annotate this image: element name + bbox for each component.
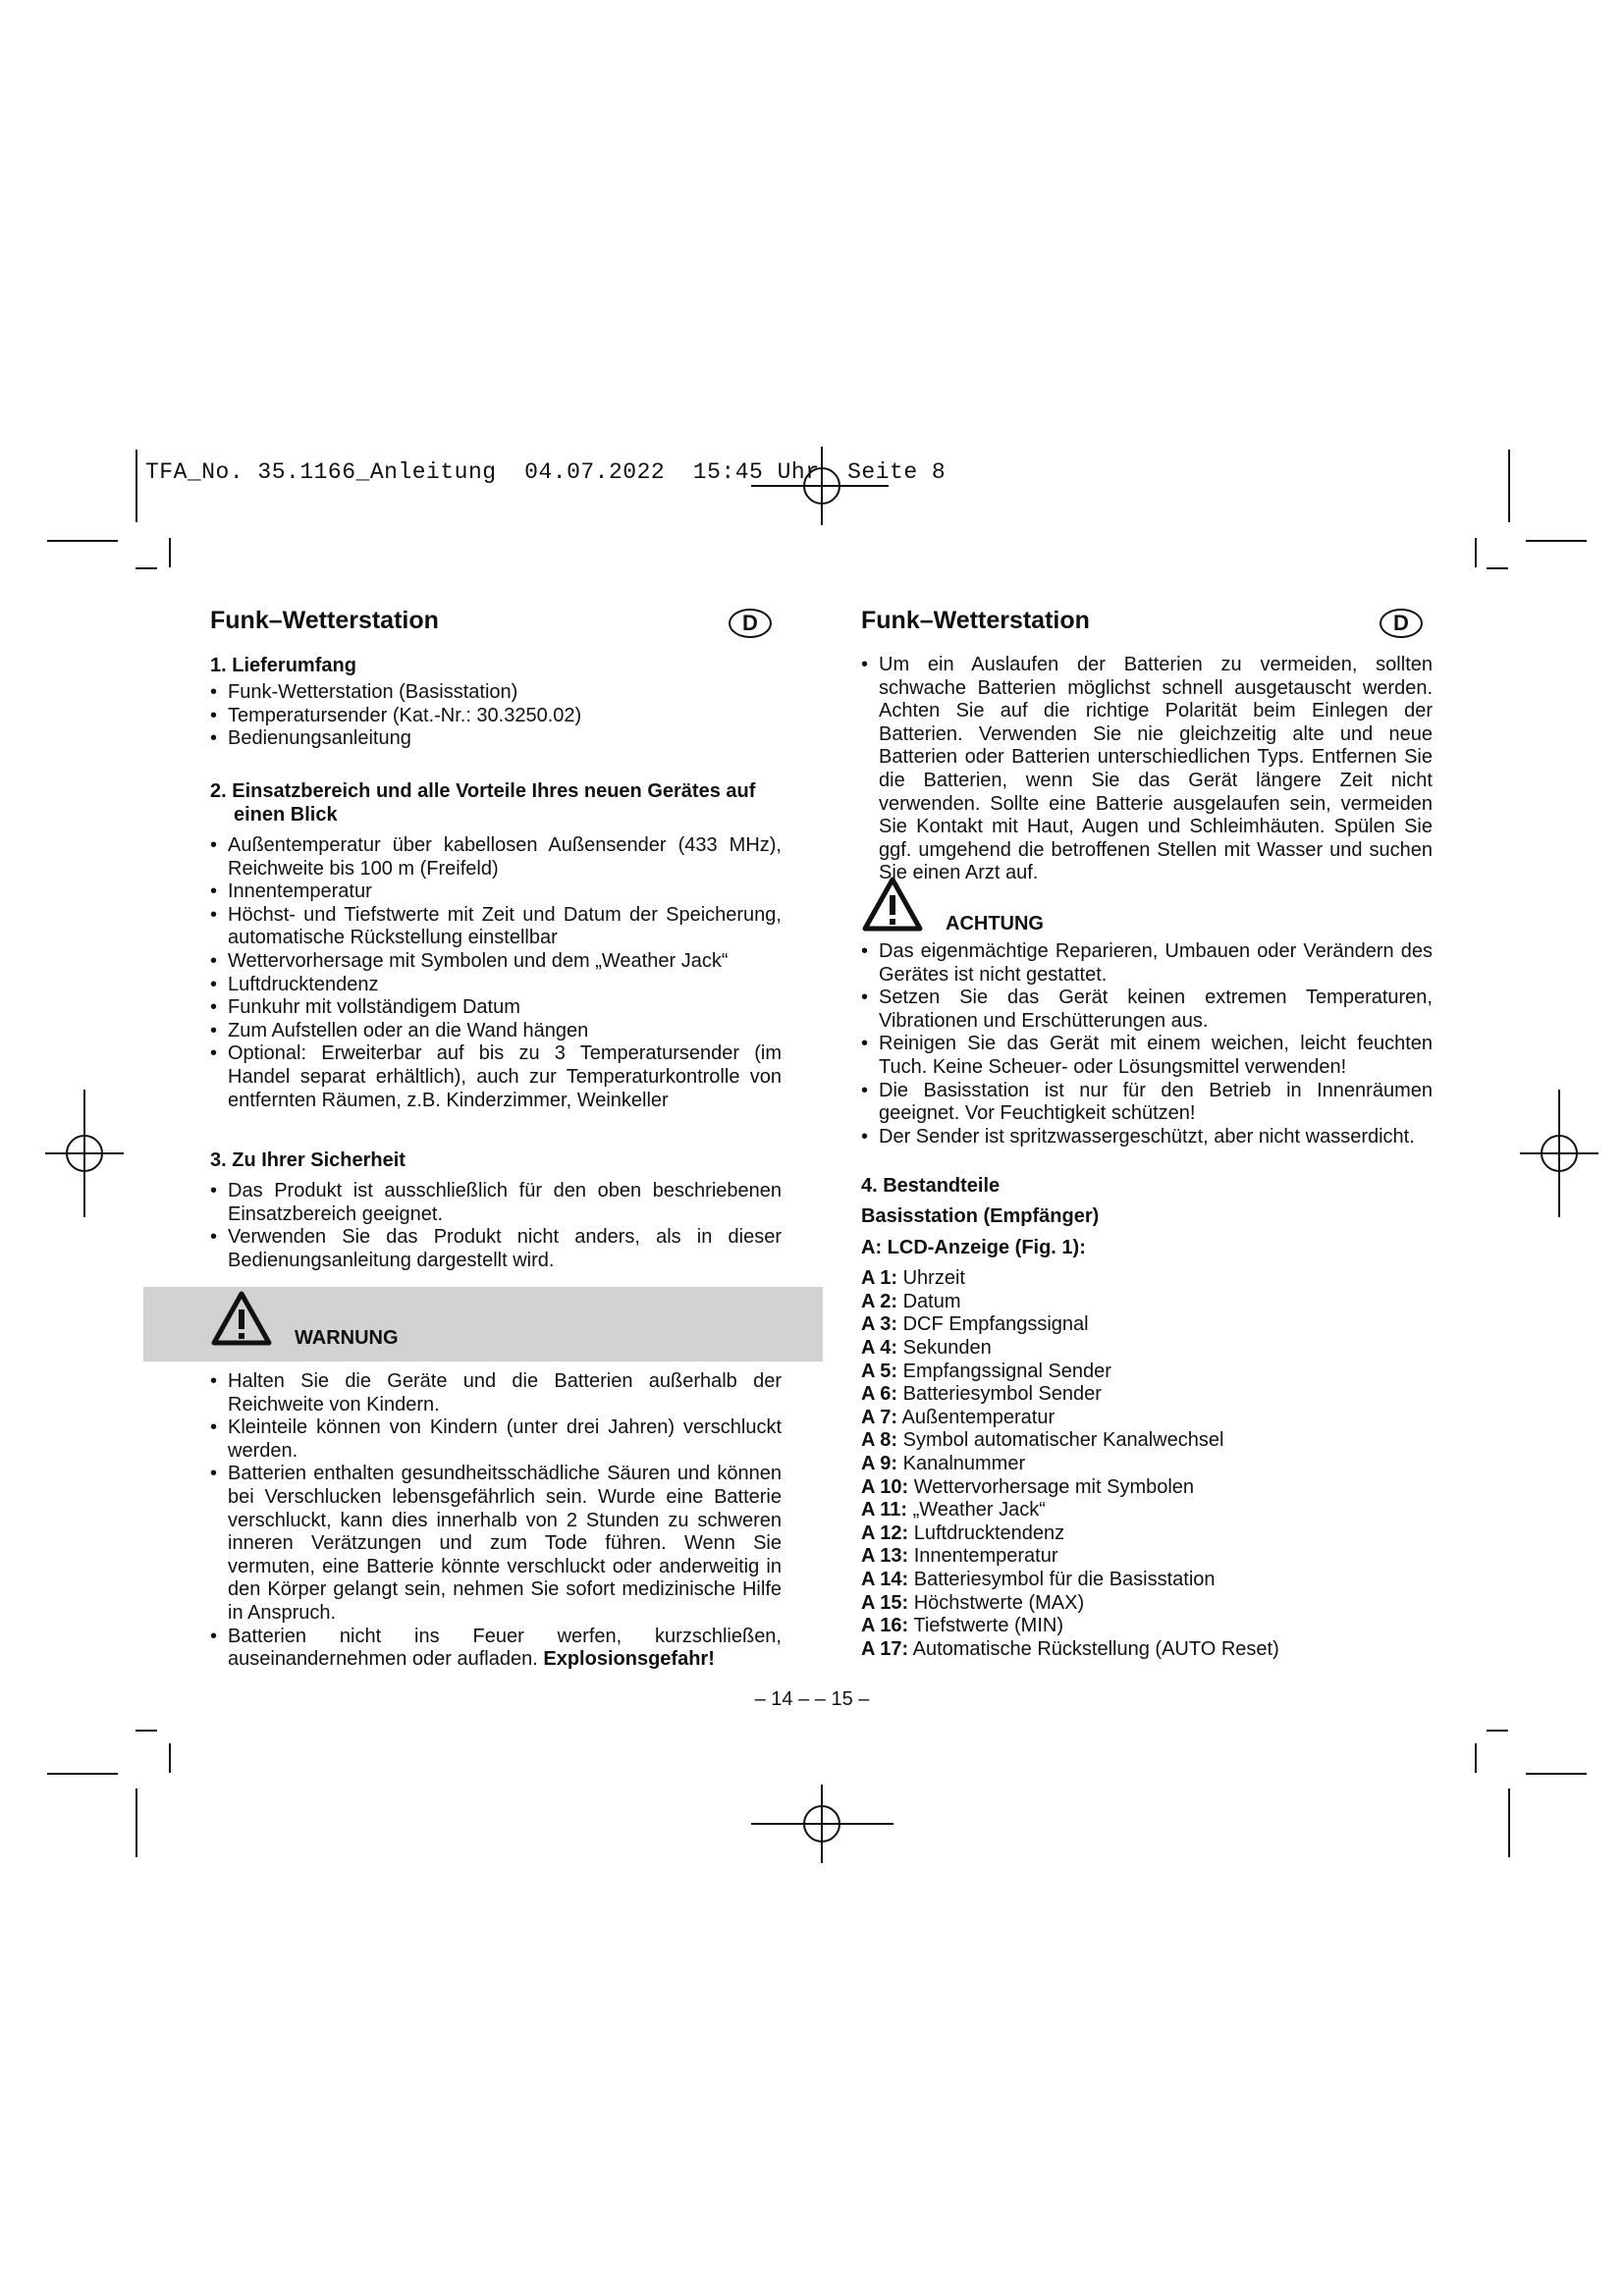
section-heading: 4. Bestandteile	[861, 1175, 1001, 1197]
list-item: • Zum Aufstellen oder an die Wand hängen	[210, 1020, 782, 1043]
part-text: Symbol automatischer Kanalwechsel	[902, 1429, 1224, 1452]
explosion-warning: Explosionsgefahr!	[543, 1648, 715, 1671]
part-text: „Weather Jack“	[912, 1499, 1046, 1522]
list-item: • Verwenden Sie das Produkt nicht anders, als in dieser Bedienungsanleitung dargestellt wird.	[210, 1226, 782, 1272]
registration-mark-right	[1520, 1090, 1598, 1217]
section-sicherheit	[210, 1148, 782, 1272]
list-item	[861, 1638, 1433, 1662]
list-item	[861, 1522, 1433, 1546]
list-item: • Kleinteile können von Kindern (unter drei Jahren) verschluckt werden.	[210, 1416, 782, 1463]
list-item: • Batterien enthalten gesundheitsschädliche Säuren und können bei Verschlucken lebensgefährlich sein. Wurde eine Batterie verschluckt, kann dies innerhalb von 2 Stunden zu schweren inneren Verätzungen und zum Tode führen. Wenn Sie vermuten, eine Batterie könnte verschluckt oder anderweitig in den Körper gelangt sein, nehmen Sie sofort medizinische Hilfe in Anspruch.	[210, 1463, 782, 1625]
list-item: • Funk-Wetterstation (Basisstation)	[210, 681, 782, 705]
list	[861, 654, 1433, 885]
part-text: Datum	[902, 1290, 961, 1312]
part-code: A 8:	[861, 1429, 898, 1452]
part-code: A 5:	[861, 1360, 898, 1382]
list-item: • Das eigenmächtige Reparieren, Umbauen oder Verändern des Gerätes ist nicht gestattet.	[861, 940, 1433, 987]
part-text: DCF Empfangssignal	[902, 1313, 1089, 1336]
list	[210, 834, 782, 1112]
part-text: Automatische Rückstellung (AUTO Reset)	[912, 1637, 1279, 1660]
list-item-text: Batterien nicht ins Feuer werfen, kurzschließen, auseinandernehmen oder aufladen.	[228, 1625, 782, 1671]
part-text: Kanalnummer	[902, 1452, 1026, 1474]
part-code: A 3:	[861, 1313, 898, 1336]
part-code: A 6:	[861, 1383, 898, 1406]
part-code: A 7:	[861, 1406, 898, 1428]
list-item: • Das Produkt ist ausschließlich für den oben beschriebenen Einsatzbereich geeignet.	[210, 1180, 782, 1226]
part-text: Höchstwerte (MAX)	[913, 1591, 1085, 1614]
caution-list-section	[861, 940, 1433, 1148]
part-text: Innentemperatur	[913, 1545, 1058, 1568]
part-text: Empfangssignal Sender	[902, 1360, 1111, 1382]
part-code: A 16:	[861, 1615, 909, 1637]
parts-list	[861, 1267, 1433, 1661]
list-item	[861, 1499, 1433, 1522]
section-heading: 2. Einsatzbereich und alle Vorteile Ihres neuen Gerätes auf einen Blick	[210, 780, 756, 826]
list-item	[861, 1453, 1433, 1476]
list-item	[861, 1615, 1433, 1638]
list-item: • Funkuhr mit vollständigem Datum	[210, 996, 782, 1020]
section-einsatzbereich	[210, 779, 782, 1112]
caution-triangle-icon	[861, 876, 924, 933]
part-text: Außentemperatur	[901, 1406, 1056, 1428]
part-code: A 11:	[861, 1499, 908, 1522]
part-text: Luftdrucktendenz	[913, 1522, 1065, 1544]
list-item: • Temperatursender (Kat.-Nr.: 30.3250.02)	[210, 705, 782, 728]
part-code: A 12:	[861, 1522, 909, 1544]
part-text: Wettervorhersage mit Symbolen	[913, 1475, 1195, 1498]
left-page-title: Funk–Wetterstation	[210, 607, 439, 634]
list-item: • Setzen Sie das Gerät keinen extremen Temperaturen, Vibrationen und Erschütterungen aus.	[861, 987, 1433, 1033]
list-item: • Wettervorhersage mit Symbolen und dem „Weather Jack“	[210, 950, 782, 974]
list-item	[861, 1569, 1433, 1592]
part-code: A 15:	[861, 1591, 909, 1614]
list-item: • Halten Sie die Geräte und die Batterien außerhalb der Reichweite von Kindern.	[210, 1370, 782, 1416]
subheading-lcd: A: LCD-Anzeige (Fig. 1):	[861, 1236, 1086, 1258]
part-code: A 14:	[861, 1568, 909, 1590]
part-code: A 17:	[861, 1637, 909, 1660]
list-item: • Die Basisstation ist nur für den Betrieb in Innenräumen geeignet. Vor Feuchtigkeit schützen!	[861, 1080, 1433, 1126]
warning-label: WARNUNG	[295, 1327, 399, 1349]
part-text: Batteriesymbol für die Basisstation	[913, 1568, 1216, 1590]
warning-list-section	[210, 1370, 782, 1672]
right-page-title: Funk–Wetterstation	[861, 607, 1090, 634]
list-item: • Optional: Erweiterbar auf bis zu 3 Temperatursender (im Handel separat erhältlich), auch zur Temperaturkontrolle von entfernten Räumen, z.B. Kinderzimmer, Weinkeller	[210, 1042, 782, 1112]
list	[210, 1370, 782, 1672]
list-item	[861, 1407, 1433, 1430]
battery-section	[861, 654, 1433, 885]
list	[210, 681, 782, 751]
caution-label: ACHTUNG	[946, 913, 1044, 934]
registration-mark-bottom	[751, 1785, 893, 1863]
part-code: A 4:	[861, 1336, 898, 1359]
part-code: A 13:	[861, 1545, 909, 1568]
part-text: Tiefstwerte (MIN)	[913, 1615, 1063, 1637]
print-slug: TFA_No. 35.1166_Anleitung 04.07.2022 15:45 Uhr Seite 8	[145, 459, 947, 485]
part-text: Batteriesymbol Sender	[902, 1383, 1102, 1406]
part-code: A 10:	[861, 1475, 909, 1498]
list-item	[861, 1361, 1433, 1384]
list-item: • Um ein Auslaufen der Batterien zu vermeiden, sollten schwache Batterien möglichst schnell ausgetauscht werden. Achten Sie auf die richtige Polarität beim Einlegen der Batterien. Verwenden Sie nie gleichzeitig alte und neue Batterien oder Batterien unterschiedlichen Typs. Entfernen Sie die Batterien, wenn Sie das Gerät längere Zeit nicht verwenden. Sollte eine Batterie ausgelaufen sein, vermeiden Sie Kontakt mit Haut, Augen und Schleimhäuten. Spülen Sie ggf. umgehend die betroffenen Stellen mit Wasser und suchen Sie einen Arzt auf.	[861, 654, 1433, 885]
list-item	[861, 1592, 1433, 1616]
list-item	[861, 1291, 1433, 1314]
list-item: • Innentemperatur	[210, 881, 782, 904]
list-item	[861, 1383, 1433, 1407]
section-heading: 3. Zu Ihrer Sicherheit	[210, 1149, 406, 1171]
part-code: A 1:	[861, 1267, 898, 1290]
list-item: • Höchst- und Tiefstwerte mit Zeit und Datum der Speicherung, automatische Rückstellung einstellbar	[210, 904, 782, 950]
part-text: Sekunden	[902, 1336, 992, 1359]
list-item	[861, 1545, 1433, 1569]
section-lieferumfang	[210, 654, 782, 751]
list-item: • Reinigen Sie das Gerät mit einem weichen, leicht feuchten Tuch. Keine Scheuer- oder Lösungsmittel verwenden!	[861, 1033, 1433, 1079]
warning-triangle-icon	[210, 1290, 273, 1347]
list-item	[861, 1337, 1433, 1361]
list-item	[861, 1313, 1433, 1337]
language-badge-right: D	[1380, 609, 1423, 638]
registration-mark-left	[45, 1090, 124, 1217]
part-text: Uhrzeit	[902, 1267, 965, 1290]
part-code: A 9:	[861, 1452, 898, 1474]
section-heading: 1. Lieferumfang	[210, 655, 356, 676]
list-item	[861, 1267, 1433, 1291]
list-item: • Luftdrucktendenz	[210, 974, 782, 997]
subheading-basisstation: Basisstation (Empfänger)	[861, 1205, 1100, 1227]
list-item	[861, 1429, 1433, 1453]
registration-mark-top	[751, 447, 889, 525]
list-item	[861, 1476, 1433, 1500]
list-item	[210, 1626, 782, 1672]
list-item: • Außentemperatur über kabellosen Außensender (433 MHz), Reichweite bis 100 m (Freifeld)	[210, 834, 782, 881]
list-item: • Der Sender ist spritzwassergeschützt, aber nicht wasserdicht.	[861, 1126, 1433, 1149]
page-numbers: – 14 – – 15 –	[754, 1688, 870, 1710]
list	[210, 1180, 782, 1272]
list-item: • Bedienungsanleitung	[210, 727, 782, 751]
list	[861, 940, 1433, 1148]
language-badge-left: D	[729, 609, 772, 638]
section-bestandteile	[861, 1174, 1433, 1661]
part-code: A 2:	[861, 1290, 898, 1312]
